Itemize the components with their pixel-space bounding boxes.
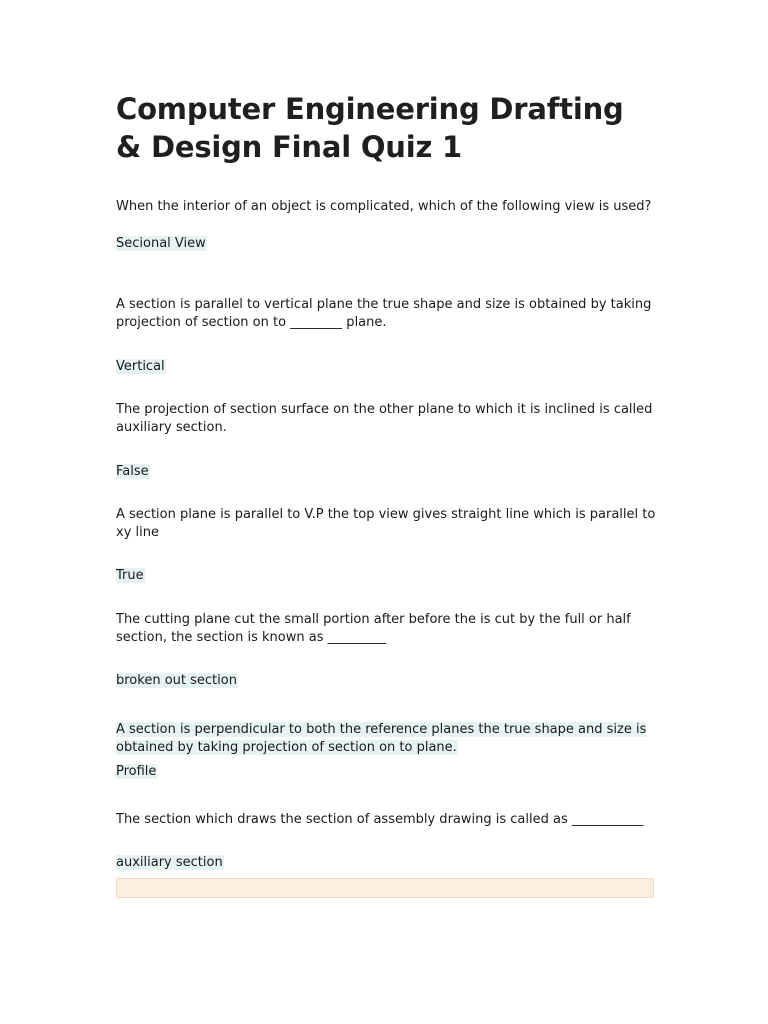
answer-4-text: True [116, 568, 144, 583]
document-page [116, 90, 656, 870]
answer-6-text: Profile [116, 764, 157, 779]
answer-7-text: auxiliary section [116, 855, 223, 870]
answer-5-text: broken out section [116, 673, 237, 688]
answer-3-text: False [116, 464, 149, 479]
question-7: The section which draws the section of assembly drawing is called as ___________ [116, 812, 644, 827]
question-5: The cutting plane cut the small portion after before the is cut by the full or half section, the section is known as _________ [116, 612, 631, 645]
empty-answer-box [116, 878, 654, 898]
question-3: The projection of section surface on the other plane to which it is inclined is called auxiliary section. [116, 402, 653, 435]
question-4: A section plane is parallel to V.P the top view gives straight line which is parallel to xy line [116, 507, 656, 540]
question-1: When the interior of an object is complicated, which of the following view is used? [116, 199, 652, 214]
answer-2 [116, 358, 166, 376]
answer-5 [116, 672, 238, 690]
answer-3 [116, 463, 150, 481]
answer-7 [116, 854, 224, 872]
answer-4 [116, 567, 145, 585]
answer-1 [116, 235, 207, 253]
page-title: Computer Engineering Drafting & Design Final Quiz 1 [116, 92, 624, 164]
answer-6 [116, 763, 157, 781]
question-2: A section is parallel to vertical plane the true shape and size is obtained by taking projection of section on to ________ plane. [116, 297, 652, 330]
question-6 [116, 721, 656, 757]
answer-1-text: Secional View [116, 236, 206, 251]
answer-2-text: Vertical [116, 359, 165, 374]
question-6-text: A section is perpendicular to both the reference planes the true shape and size is obtained by taking projection of section on to plane. [116, 722, 647, 755]
